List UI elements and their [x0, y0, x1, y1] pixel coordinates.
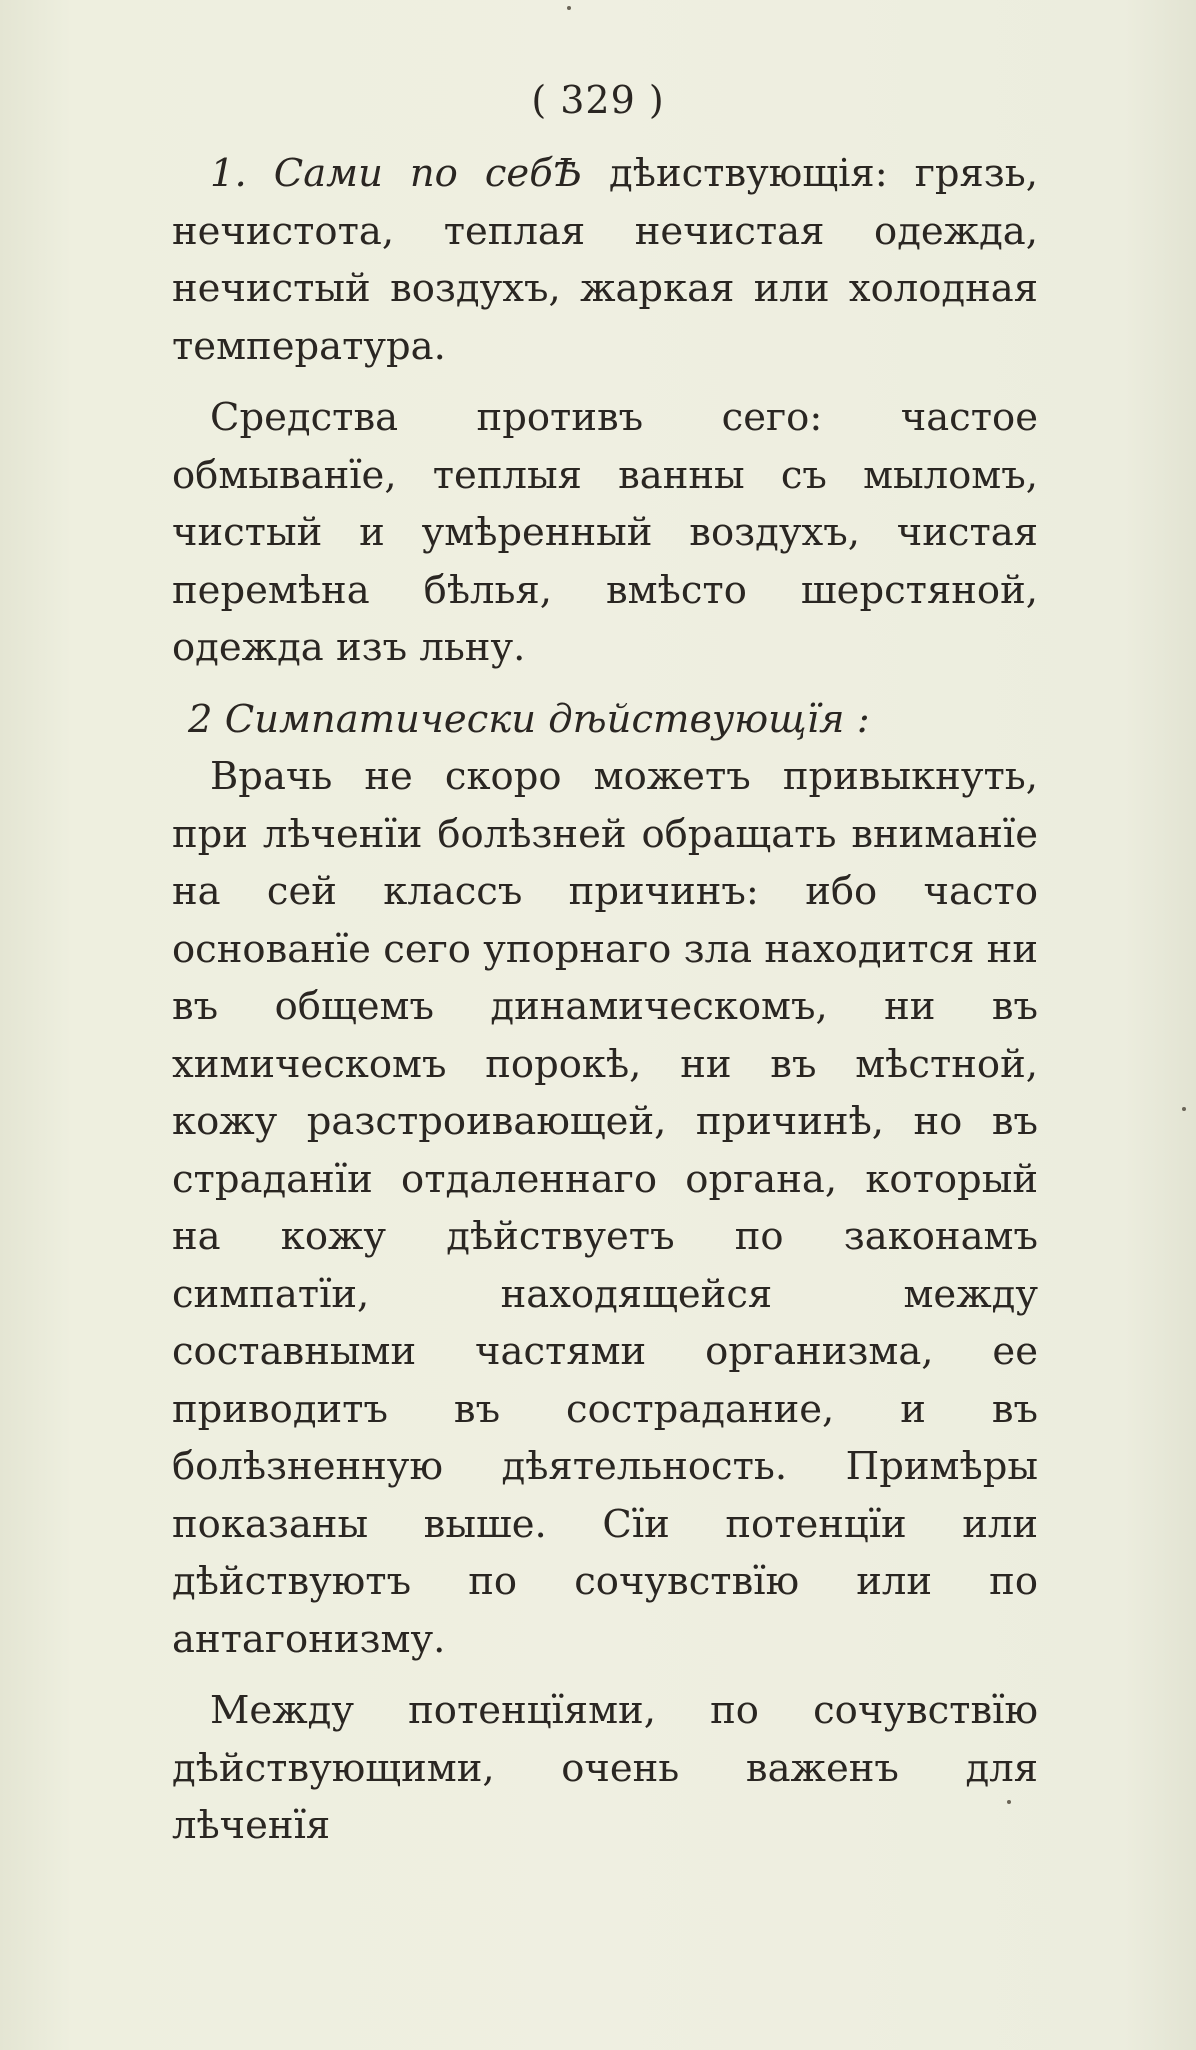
page-number: ( 329 )	[531, 78, 665, 122]
section-heading-sympathetic: 2 Симпатически дѣйствующїя :	[188, 696, 870, 742]
paragraph-lead-italic: 1. Сами по себѢ	[210, 151, 583, 196]
paragraph-remedies: Средства противъ сего: частое обмыванїе, теплыя ванны съ мыломъ, чистый и умѣренный воздухъ, чистая перемѣна бѣлья, вмѣсто шерстяной, одежда изъ льну.	[172, 395, 1038, 670]
paragraph-text: дѣиствующія: грязь, нечистота, теплая нечистая одежда, нечистый воздухъ, жаркая или холодная температура.	[172, 151, 1038, 369]
paragraph-causes-local	[172, 145, 1038, 375]
stray-ink-mark	[1007, 1800, 1011, 1804]
page-text	[172, 145, 1038, 1855]
stray-ink-mark	[567, 6, 571, 10]
paragraph-sympathetic-causes: Врачь не скоро можетъ привыкнуть, при лѣченїи болѣзней обращать вниманїе на сей классъ причинъ: ибо часто основанїе сего упорнаго зла находится ни въ общемъ динамическомъ, ни въ химическомъ порокѣ, ни въ мѣстной, кожу разстроивающей, причинѣ, но въ страданїи отдаленнаго органа, который на кожу дѣйствуетъ по законамъ симпатїи, находящейся между составными частями организма, ее приводитъ въ сострадание, и въ болѣзненную дѣятельность. Примѣры показаны выше. Сїи потенцїи или дѣйствуютъ по сочувствїю или по антагонизму.	[172, 754, 1038, 1662]
stray-ink-mark	[1182, 1107, 1186, 1111]
paragraph-potencies: Между потенцїями, по сочувствїю дѣйствующими, очень важенъ для лѣченїя	[172, 1688, 1038, 1848]
